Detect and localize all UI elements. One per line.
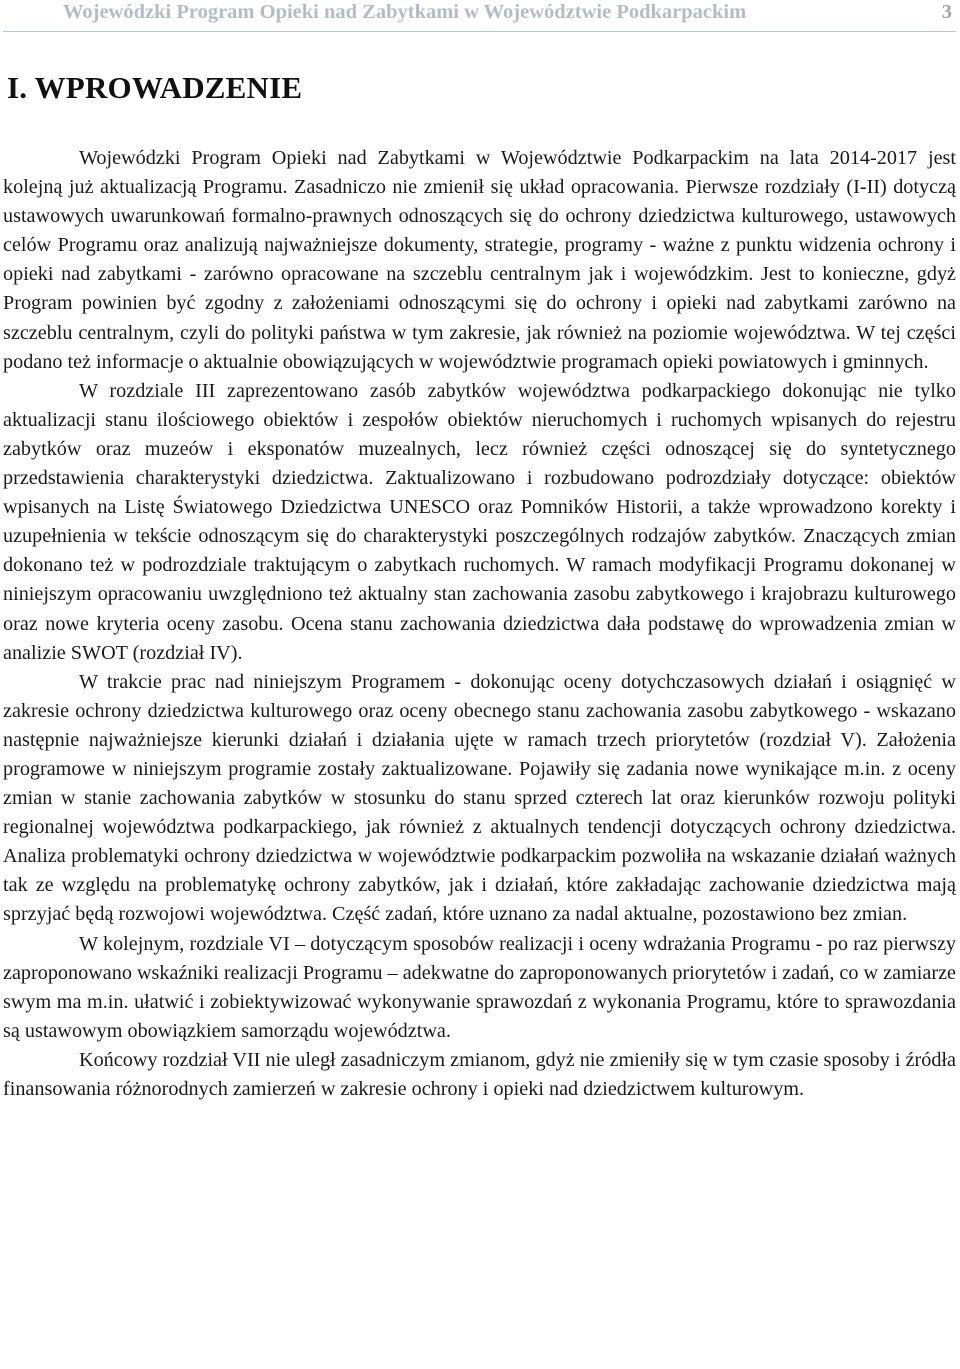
- header-title: Wojewódzki Program Opieki nad Zabytkami w Województwie Podkarpackim: [63, 1, 747, 23]
- paragraph-3: W trakcie prac nad niniejszym Programem - dokonując oceny dotychczasowych działań i osiągnięć w zakresie ochrony dziedzictwa kulturowego oraz oceny obecnego stanu zachowania zasobu zabytkowego - wskazano następnie najważniejsze kierunki działań i działania ujęte w ramach trzech priorytetów (rozdział V). Założenia programowe w niniejszym programie zostały zaktualizowane. Pojawiły się zadania nowe wynikające m.in. z oceny zmian w stanie zachowania zabytków w stosunku do stanu sprzed czterech lat oraz kierunków rozwoju polityki regionalnej województwa podkarpackiego, jak również z aktualnych tendencji dotyczących ochrony dziedzictwa. Analiza problematyki ochrony dziedzictwa w województwie podkarpackim pozwoliła na wskazanie działań ważnych tak ze względu na problematykę ochrony zabytków, jak i działań, które zakładając zachowanie dziedzictwa mają sprzyjać będą rozwojowi województwa. Część zadań, które uznano za nadal aktualne, pozostawiono bez zmian.: [3, 670, 956, 926]
- paragraph-1: Wojewódzki Program Opieki nad Zabytkami w Województwie Podkarpackim na lata 2014-2017 jest kolejną już aktualizacją Programu. Zasadniczo nie zmienił się układ opracowania. Pierwsze rozdziały (I-II) dotyczą ustawowych uwarunkowań formalno-prawnych odnoszących się do ochrony dziedzictwa kulturowego, ustawowych celów Programu oraz analizują najważniejsze dokumenty, strategie, programy - ważne z punktu widzenia ochrony i opieki nad zabytkami - zarówno opracowane na szczeblu centralnym jak i wojewódzkim. Jest to konieczne, gdyż Program powinien być zgodny z założeniami odnoszącymi się do ochrony i opieki nad zabytkami zarówno na szczeblu centralnym, czyli do polityki państwa w tym zakresie, jak również na poziomie województwa. W tej części podano też informacje o aktualnie obowiązujących w województwie programach opieki powiatowych i gminnych.: [3, 147, 956, 373]
- paragraph-5: Końcowy rozdział VII nie uległ zasadniczym zmianom, gdyż nie zmieniły się w tym czasie sposoby i źródła finansowania różnorodnych zamierzeń w zakresie ochrony i opieki nad dziedzictwem kulturowym.: [3, 1048, 956, 1100]
- paragraph-4: W kolejnym, rozdziale VI – dotyczącym sposobów realizacji i oceny wdrażania Programu - po raz pierwszy zaproponowano wskaźniki realizacji Programu – adekwatne do zaproponowanych priorytetów i zadań, co w zamiarze swym ma m.in. ułatwić i zobiektywizować wykonywanie sprawozdań z wykonania Programu, które to sprawozdania są ustawowym obowiązkiem samorządu województwa.: [3, 932, 956, 1042]
- section-heading: I. WPROWADZENIE: [7, 70, 303, 105]
- page-number: 3: [941, 1, 952, 23]
- paragraph-2: W rozdziale III zaprezentowano zasób zabytków województwa podkarpackiego dokonując nie tylko aktualizacji stanu ilościowego obiektów i zespołów obiektów nieruchomych i ruchomych wpisanych do rejestru zabytków oraz muzeów i eksponatów muzealnych, lecz również części odnoszącej się do syntetycznego przedstawienia charakterystyki dziedzictwa. Zaktualizowano i rozbudowano podrozdziały dotyczące: obiektów wpisanych na Listę Światowego Dziedzictwa UNESCO oraz Pomników Historii, a także wprowadzono korekty i uzupełnienia w tekście odnoszącym się do charakterystyki poszczególnych rodzajów zabytków. Znaczących zmian dokonano też w podrozdziale traktującym o zabytkach ruchomych. W ramach modyfikacji Programu dokonanej w niniejszym opracowaniu uwzględniono też aktualny stan zachowania zasobu zabytkowego i krajobrazu kulturowego oraz nowe kryteria oceny zasobu. Ocena stanu zachowania dziedzictwa dała podstawę do wprowadzenia zmian w analizie SWOT (rozdział IV).: [3, 379, 956, 664]
- running-header: [3, 0, 956, 32]
- body-text: [3, 144, 956, 1104]
